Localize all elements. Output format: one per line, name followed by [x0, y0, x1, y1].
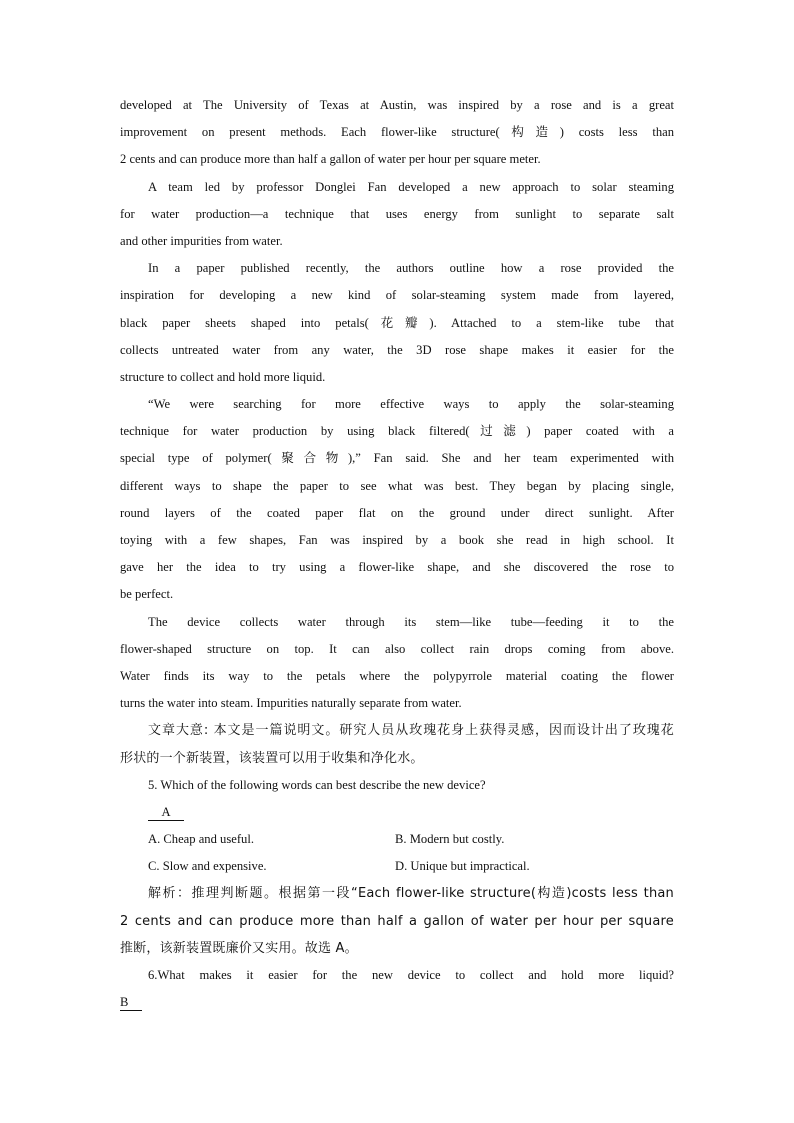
passage-line: In a paper published recently, the authors outline how a rose provided the — [148, 261, 674, 276]
option-a: A. Cheap and useful. — [148, 832, 254, 847]
passage-line: 2 cents and can produce more than half a gallon of water per hour per square meter. — [120, 152, 541, 167]
passage-line: toying with a few shapes, Fan was inspired by a book she read in high school. It — [120, 533, 674, 547]
passage-line: improvement on present methods. Each flower-like structure(构造) costs less than — [120, 125, 674, 140]
passage-line: special type of polymer(聚合物),” Fan said. She and her team experimented with — [120, 451, 674, 466]
question-6-stem: 6.What makes it easier for the new device to collect and hold more liquid? — [148, 968, 674, 982]
document-page — [120, 92, 674, 1016]
question-5-analysis-line-3: 推断，该新装置既廉价又实用。故选 A。 — [120, 940, 358, 956]
passage — [120, 92, 674, 717]
passage-line: collects untreated water from any water, the 3D rose shape makes it easier for the — [120, 342, 674, 357]
passage-line: developed at The University of Texas at Austin, was inspired by a rose and is a great — [120, 98, 674, 112]
passage-line: round layers of the coated paper flat on the ground under direct sunlight. After — [120, 505, 674, 520]
option-c: C. Slow and expensive. — [148, 859, 267, 874]
question-5-answer-row — [120, 799, 674, 826]
passage-line: flower-shaped structure on top. It can also collect rain drops coming from above. — [120, 641, 674, 656]
passage-line: for water production—a technique that uses energy from sunlight to separate salt — [120, 206, 674, 221]
passage-line: be perfect. — [120, 587, 174, 602]
option-b: B. Modern but costly. — [395, 832, 505, 847]
question-5-stem: 5. Which of the following words can best describe the new device? — [148, 777, 486, 792]
question-5-answer: A — [148, 804, 184, 821]
passage-line: The device collects water through its stem—like tube—feeding it to the — [148, 614, 674, 629]
passage-line: different ways to shape the paper to see what was best. They began by placing single, — [120, 478, 674, 493]
question-6-answer: B — [120, 994, 142, 1011]
passage-line: and other impurities from water. — [120, 233, 283, 248]
summary-line-1: 文章大意: 本文是一篇说明文。研究人员从玫瑰花身上获得灵感，因而设计出了玫瑰花 — [148, 723, 674, 739]
passage-line: gave her the idea to try using a flower-like shape, and she discovered the rose to — [120, 560, 674, 575]
passage-line: structure to collect and hold more liquid. — [120, 369, 326, 384]
passage-line: Water finds its way to the petals where the polypyrrole material coating the flower — [120, 668, 674, 683]
question-5-analysis-line-2: 2 cents and can produce more than half a gallon of water per hour per square — [120, 913, 674, 929]
option-d: D. Unique but impractical. — [395, 859, 530, 874]
summary-line-2: 形状的一个新装置，该装置可以用于收集和净化水。 — [120, 750, 424, 766]
passage-line: A team led by professor Donglei Fan developed a new approach to solar steaming — [148, 179, 674, 194]
question-6-answer-row — [120, 989, 674, 1016]
passage-line: turns the water into steam. Impurities naturally separate from water. — [120, 696, 462, 711]
passage-line: inspiration for developing a new kind of solar-steaming system made from layered, — [120, 288, 674, 303]
passage-line: black paper sheets shaped into petals(花瓣). Attached to a stem-like tube that — [120, 315, 674, 330]
passage-line: technique for water production by using black filtered(过滤) paper coated with a — [120, 424, 674, 439]
passage-line: “We were searching for more effective ways to apply the solar-steaming — [148, 397, 674, 412]
question-5-options-row-2 — [120, 853, 674, 880]
question-5-options-row-1 — [120, 826, 674, 853]
question-5-analysis-line-1: 解析：推理判断题。根据第一段“Each flower-like structure(构造)costs less than — [148, 886, 674, 902]
